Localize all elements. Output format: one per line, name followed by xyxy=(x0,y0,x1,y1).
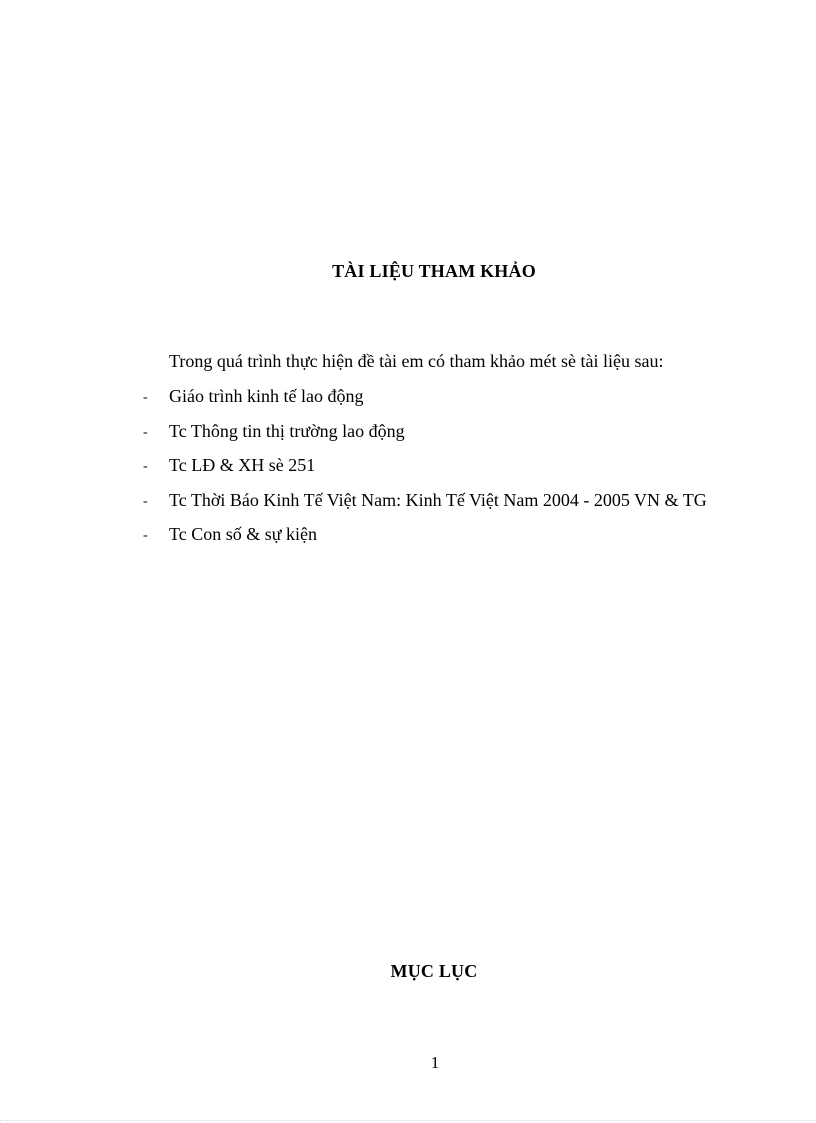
bullet-marker: - xyxy=(143,493,148,509)
page-bottom-divider xyxy=(0,1120,816,1121)
bullet-marker: - xyxy=(143,390,148,405)
reference-text: Giáo trình kinh tế lao động xyxy=(169,386,364,406)
intro-paragraph: Trong quá trình thực hiện đề tài em có tham khảo mét sè tài liệu sau: xyxy=(169,351,664,371)
table-of-contents-heading: MỤC LỤC xyxy=(390,961,478,981)
reference-text: Tc Thông tin thị trường lao động xyxy=(169,420,405,441)
bullet-marker: - xyxy=(143,459,148,474)
bullet-marker: - xyxy=(143,424,148,440)
bullet-marker: - xyxy=(143,528,148,543)
reference-text: Tc Con số & sự kiện xyxy=(169,524,317,544)
reference-text: Tc LĐ & XH sè 251 xyxy=(169,455,316,475)
reference-text: Tc Thời Báo Kinh Tế Việt Nam: Kinh Tế Việt Nam 2004 - 2005 VN & TG xyxy=(169,489,707,510)
references-heading: TÀI LIỆU THAM KHẢO xyxy=(332,261,536,281)
page-number: 1 xyxy=(430,1053,440,1072)
